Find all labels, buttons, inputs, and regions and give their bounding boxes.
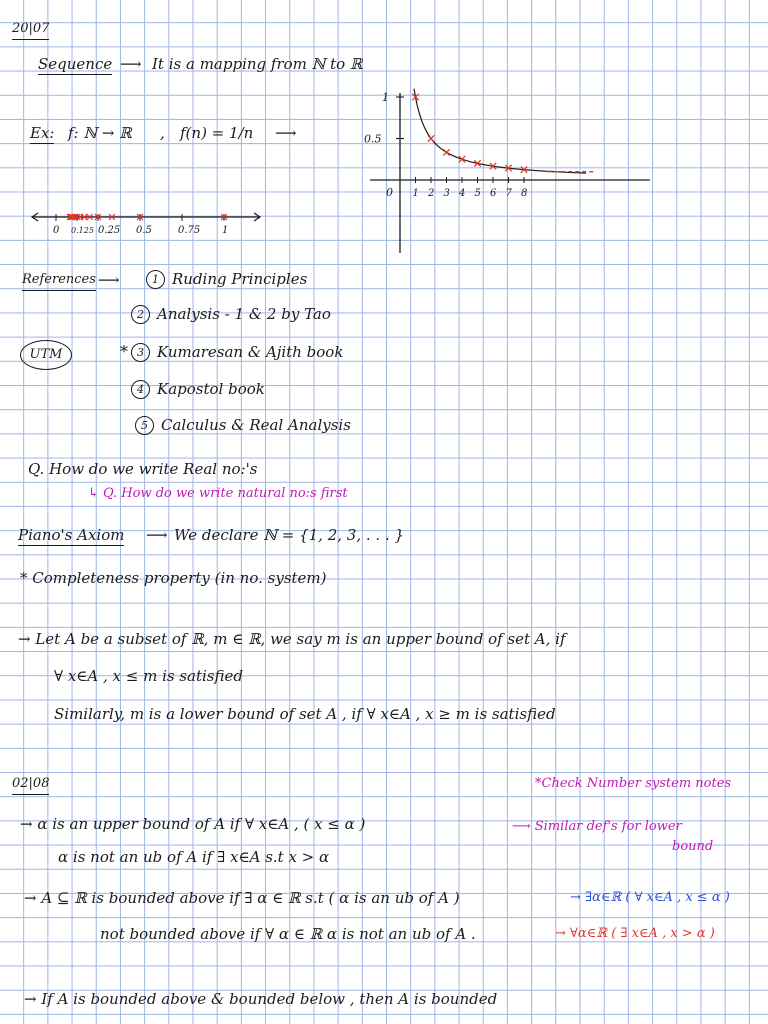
references-arrow: ⟶ xyxy=(98,271,120,289)
reference-number-5: 5 xyxy=(135,416,154,435)
not-bounded-above-symbolic: → ∀α∈ℝ ( ∃ x∈A , x > α ) xyxy=(555,926,715,941)
reference-item-4: Kapostol book xyxy=(157,380,265,398)
upper-bound-def-1: → Let A be a subset of ℝ, m ∈ ℝ, we say m is an upper bound of set A, if xyxy=(18,630,566,648)
reference-item-5: Calculus & Real Analysis xyxy=(161,416,351,434)
ub-line-2: α is not an ub of A if ∃ x∈A s.t x > α xyxy=(58,848,330,866)
reference-item-3: Kumaresan & Ajith book xyxy=(157,343,344,361)
y-tick-label: 0.5 xyxy=(364,132,382,146)
origin-label: 0 xyxy=(386,186,393,199)
data-point xyxy=(443,149,449,155)
note-similar-defs: ⟶ Similar def's for lower xyxy=(512,819,682,834)
sequence-graph xyxy=(350,85,660,255)
reference-number-3: 3 xyxy=(131,343,150,362)
peano-label: Piano's Axiom xyxy=(18,526,125,544)
number-line-label: 0.25 xyxy=(98,225,121,236)
reference-item-2: Analysis - 1 & 2 by Tao xyxy=(157,305,331,323)
number-line-label: 1 xyxy=(222,225,229,236)
curve-1-over-n xyxy=(414,89,586,173)
reference-star: * xyxy=(120,342,128,361)
peano-text: We declare ℕ = {1, 2, 3, . . . } xyxy=(174,526,405,544)
reference-number-2: 2 xyxy=(131,305,150,324)
example-label: Ex: xyxy=(30,124,55,142)
x-tick-label: 7 xyxy=(505,188,512,199)
example-arrow: ⟶ xyxy=(275,124,297,142)
example-formula: f(n) = 1/n xyxy=(180,124,254,142)
note-bound: bound xyxy=(672,839,714,854)
upper-bound-def-2: ∀ x∈A , x ≤ m is satisfied xyxy=(54,667,243,685)
question-natural-numbers: ↳ Q. How do we write natural no:s first xyxy=(88,486,348,501)
date-header-1: 20|07 xyxy=(12,20,49,40)
sequence-heading: Sequence xyxy=(38,55,113,73)
bounded-line: → If A is bounded above & bounded below , then A is bounded xyxy=(24,990,498,1008)
data-point xyxy=(428,135,434,141)
completeness-property: * Completeness property (in no. system) xyxy=(20,569,327,587)
number-line xyxy=(28,205,268,245)
example-comma: , xyxy=(160,124,165,142)
example-map: f: ℕ → ℝ xyxy=(68,124,132,142)
sequence-arrow: ⟶ xyxy=(120,55,142,73)
reference-item-1: Ruding Principles xyxy=(172,270,308,288)
x-tick-label: 4 xyxy=(459,188,466,199)
number-line-label: 0.75 xyxy=(178,225,201,236)
bounded-above-line: → A ⊆ ℝ is bounded above if ∃ α ∈ ℝ s.t ( α is an ub of A ) xyxy=(24,889,460,907)
x-tick-label: 1 xyxy=(412,188,419,199)
y-tick-label: 1 xyxy=(382,91,389,104)
number-line-label: 0.5 xyxy=(136,225,152,236)
lower-bound-def: Similarly, m is a lower bound of set A , if ∀ x∈A , x ≥ m is satisfied xyxy=(54,705,556,723)
x-tick-label: 6 xyxy=(490,188,497,199)
peano-arrow: ⟶ xyxy=(146,526,168,544)
bounded-above-symbolic: → ∃α∈ℝ ( ∀ x∈A , x ≤ α ) xyxy=(570,890,730,905)
number-line-label: 0.125 xyxy=(71,226,94,235)
reference-number-1: 1 xyxy=(146,270,165,289)
note-check-number-system: *Check Number system notes xyxy=(535,776,732,791)
date-header-2: 02|08 xyxy=(12,775,49,795)
x-tick-label: 8 xyxy=(521,188,528,199)
ub-line-1: → α is an upper bound of A if ∀ x∈A , ( x ≤ α ) xyxy=(20,815,366,833)
number-line-label: 0 xyxy=(53,225,60,236)
references-label: References xyxy=(22,271,96,291)
reference-number-4: 4 xyxy=(131,380,150,399)
not-bounded-above-line: not bounded above if ∀ α ∈ ℝ α is not an ub of A . xyxy=(100,925,476,943)
utm-badge: UTM xyxy=(20,340,72,370)
x-tick-label: 5 xyxy=(474,188,481,199)
x-tick-label: 2 xyxy=(428,188,435,199)
sequence-definition: It is a mapping from ℕ to ℝ xyxy=(152,55,363,73)
data-point xyxy=(459,156,465,162)
question-real-numbers: Q. How do we write Real no:'s xyxy=(28,460,258,478)
x-tick-label: 3 xyxy=(443,188,450,199)
